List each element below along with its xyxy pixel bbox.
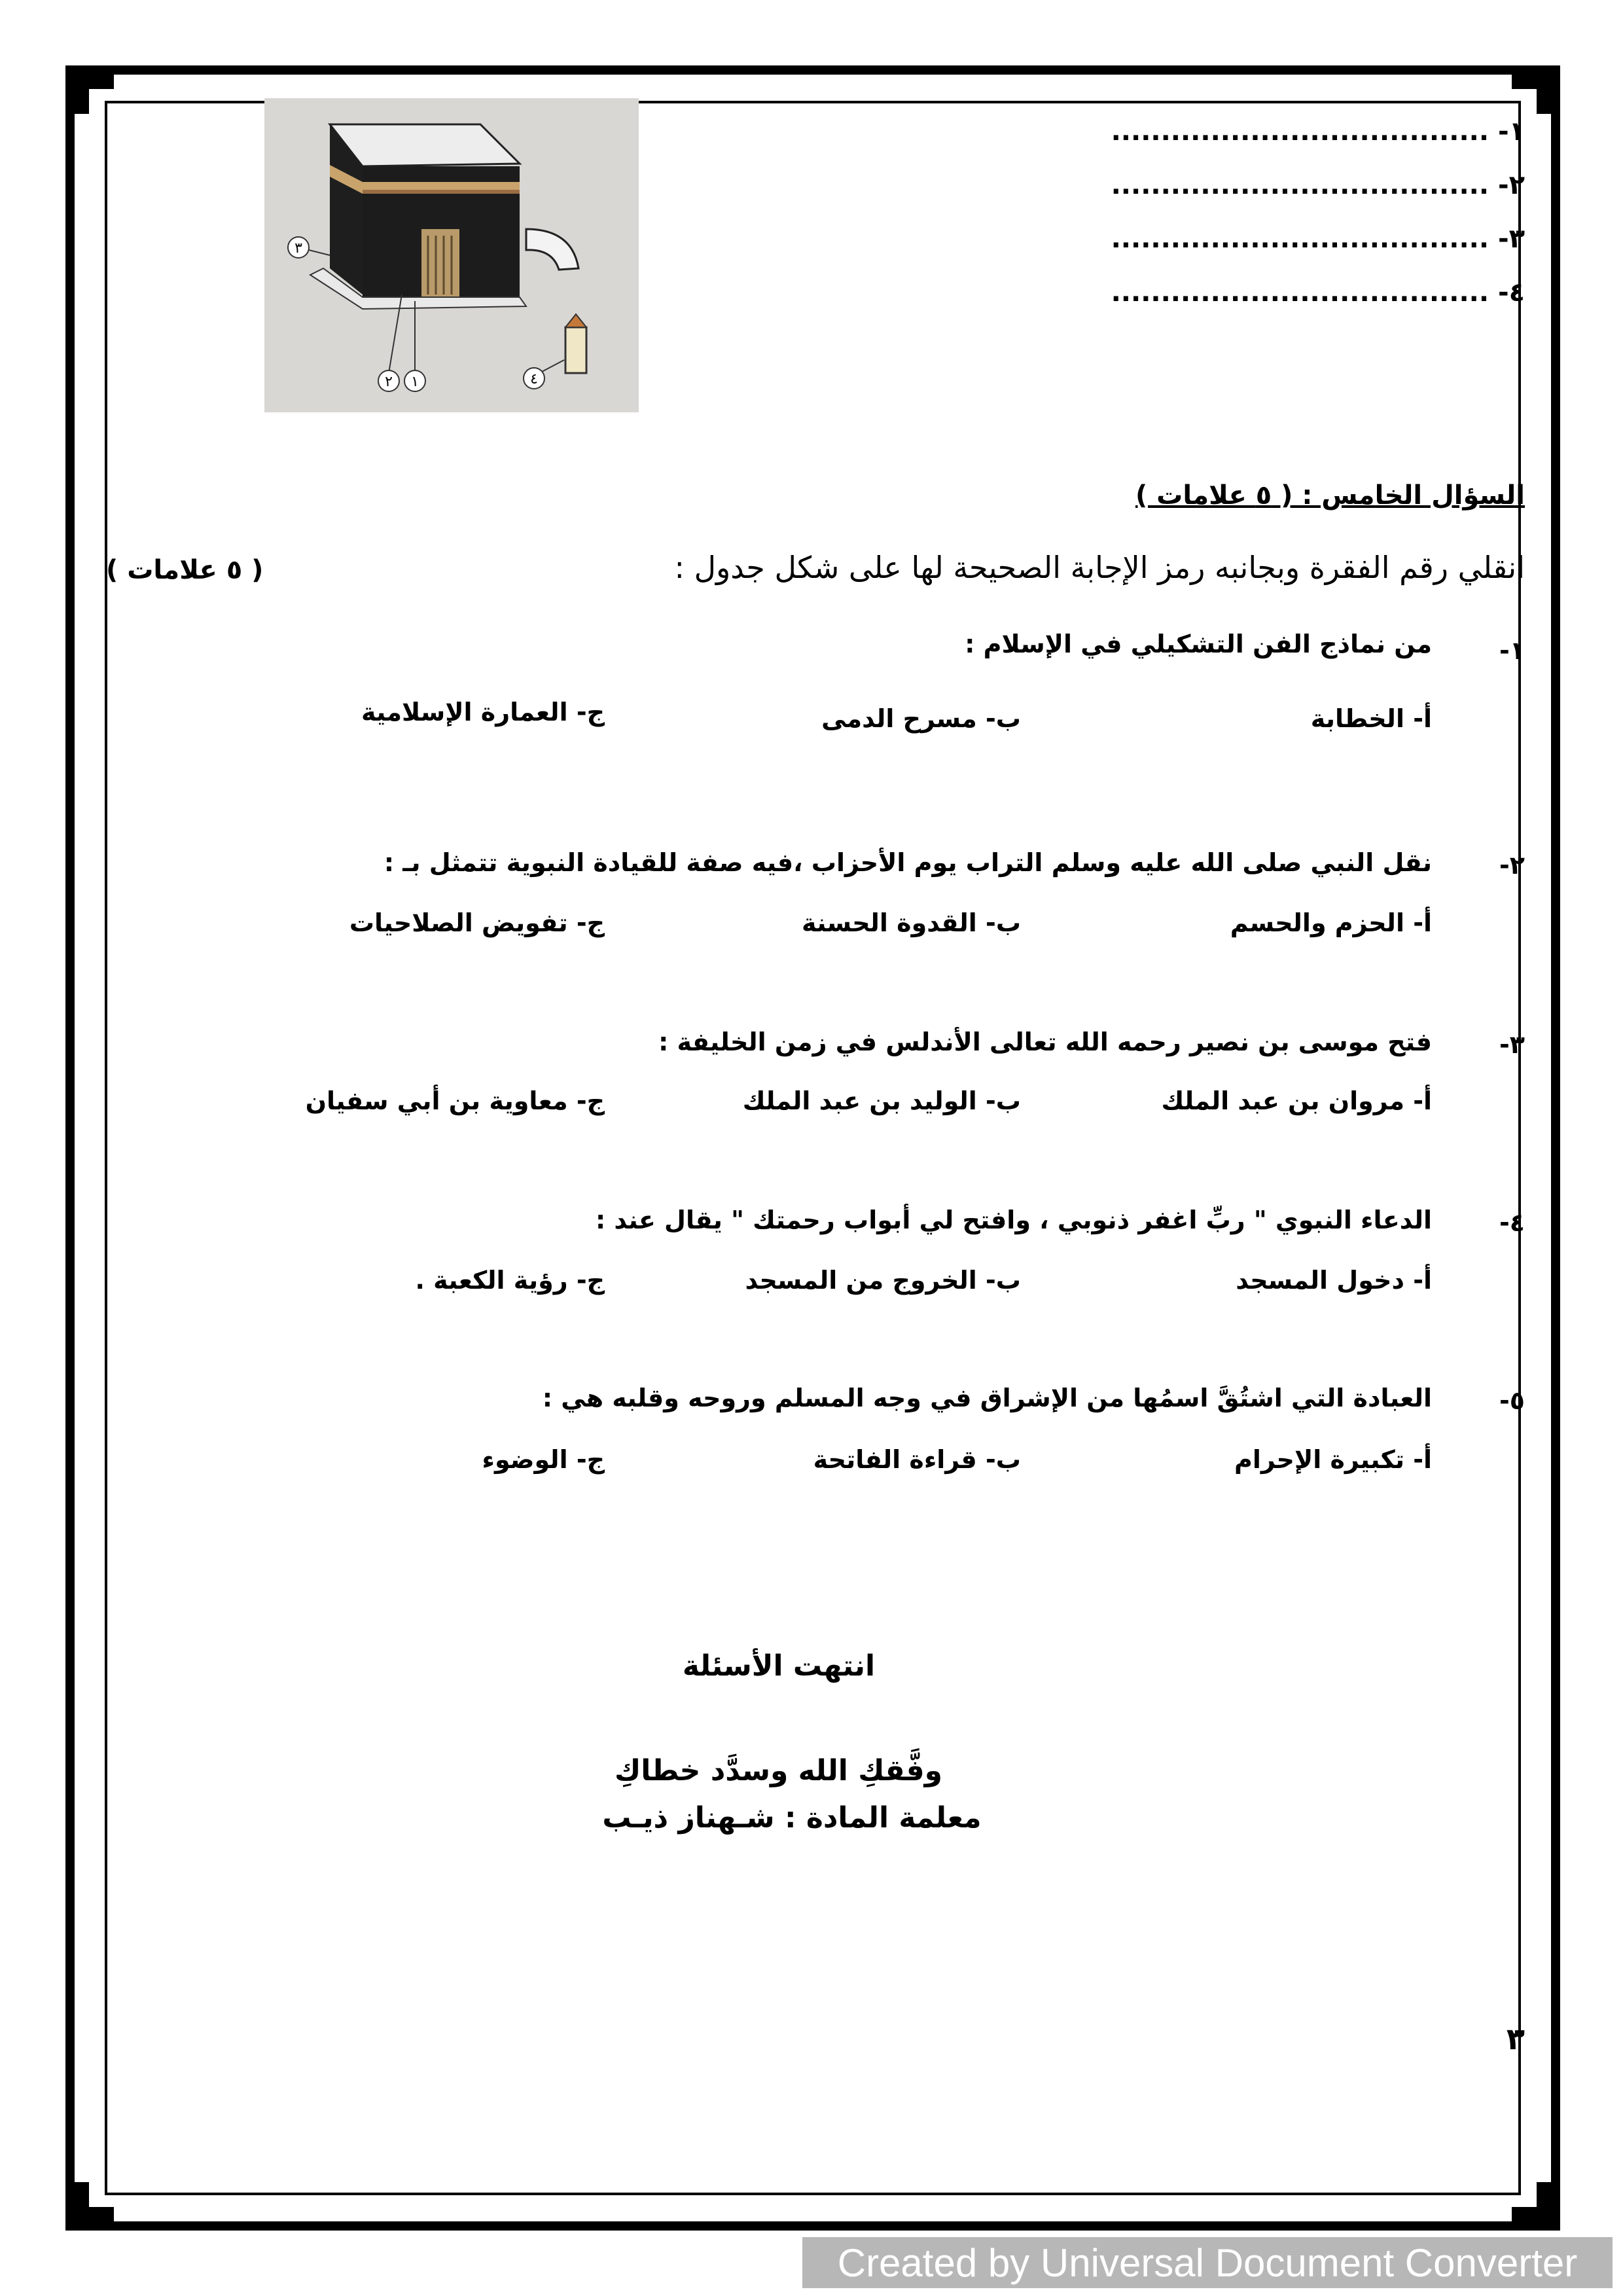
section-heading: السؤال الخامس : ( ٥ علامات ) <box>1135 480 1525 511</box>
callout-label: ٣ <box>294 240 302 257</box>
kaaba-illustration <box>264 98 639 412</box>
option-a[interactable]: أ- مروان بن عبد الملك <box>1161 1086 1432 1115</box>
option-b[interactable]: ب- قراءة الفاتحة <box>813 1445 1021 1474</box>
page-number: ٣ <box>1506 2021 1525 2056</box>
question-number: ٥- <box>1499 1386 1525 1415</box>
question-text: فتح موسى بن نصير رحمه الله تعالى الأندلس في زمن الخليفة : <box>658 1028 1432 1056</box>
option-a[interactable]: أ- الحزم والحسم <box>1230 908 1432 937</box>
closing-wish: وفَّقكِ الله وسدَّد خطاكِ <box>614 1754 942 1787</box>
option-c[interactable]: ج- تفويض الصلاحيات <box>349 908 605 937</box>
blank-item <box>1111 224 1525 254</box>
callout-label: ٤ <box>530 371 538 387</box>
kaaba-diagram <box>264 98 639 412</box>
teacher-signature: معلمة المادة : شـهناز ذيـب <box>602 1801 982 1835</box>
blank-item <box>1111 278 1525 308</box>
callout-label: ١ <box>411 374 419 390</box>
option-c[interactable]: ج- العمارة الإسلامية <box>361 698 605 726</box>
section-marks: ( ٥ علامات ) <box>106 555 264 585</box>
option-b[interactable]: ب- الخروج من المسجد <box>745 1266 1021 1295</box>
blank-dots: ...................................... <box>1111 224 1489 254</box>
question-number: ٣- <box>1499 1030 1525 1059</box>
question-number: ٤- <box>1499 1208 1525 1237</box>
blank-number: ١- <box>1497 117 1525 147</box>
blank-dots: ...................................... <box>1111 278 1489 308</box>
blank-item <box>1111 170 1525 200</box>
option-c[interactable]: ج- معاوية بن أبي سفيان <box>305 1086 605 1115</box>
callout-label: ٢ <box>385 374 393 390</box>
option-c[interactable]: ج- رؤية الكعبة . <box>415 1266 605 1295</box>
question-text: الدعاء النبوي " ربِّ اغفر ذنوبي ، وافتح لي أبواب رحمتك " يقال عند : <box>595 1206 1432 1234</box>
option-a[interactable]: أ- دخول المسجد <box>1236 1266 1432 1295</box>
question-text: نقل النبي صلى الله عليه وسلم التراب يوم الأحزاب ،فيه صفة للقيادة النبوية تتمثل بـ : <box>383 848 1432 877</box>
converter-watermark: Created by Universal Document Converter <box>802 2237 1613 2288</box>
question-text: العبادة التي اشتُقَّ اسمُها من الإشراق في وجه المسلم وروحه وقلبه هي : <box>542 1384 1432 1412</box>
blank-dots: ...................................... <box>1111 170 1489 200</box>
blank-number: ٣- <box>1497 224 1525 254</box>
option-b[interactable]: ب- الوليد بن عبد الملك <box>742 1086 1021 1115</box>
option-b[interactable]: ب- القدوة الحسنة <box>802 908 1021 937</box>
question-text: من نماذج الفن التشكيلي في الإسلام : <box>965 630 1432 658</box>
option-b[interactable]: ب- مسرح الدمى <box>821 704 1021 733</box>
option-a[interactable]: أ- تكبيرة الإحرام <box>1234 1445 1432 1474</box>
question-number: ٢- <box>1499 851 1525 880</box>
section-instruction: انقلي رقم الفقرة وبجانبه رمز الإجابة الصحيحة لها على شكل جدول : <box>674 550 1525 585</box>
option-c[interactable]: ج- الوضوء <box>482 1445 605 1474</box>
question-number: ١- <box>1499 636 1525 665</box>
option-a[interactable]: أ- الخطابة <box>1310 704 1432 733</box>
blank-item <box>1111 117 1525 147</box>
blank-number: ٤- <box>1497 278 1525 308</box>
end-of-questions: انتهت الأسئلة <box>682 1649 876 1683</box>
blank-dots: ...................................... <box>1111 117 1489 147</box>
blank-number: ٢- <box>1497 170 1525 200</box>
